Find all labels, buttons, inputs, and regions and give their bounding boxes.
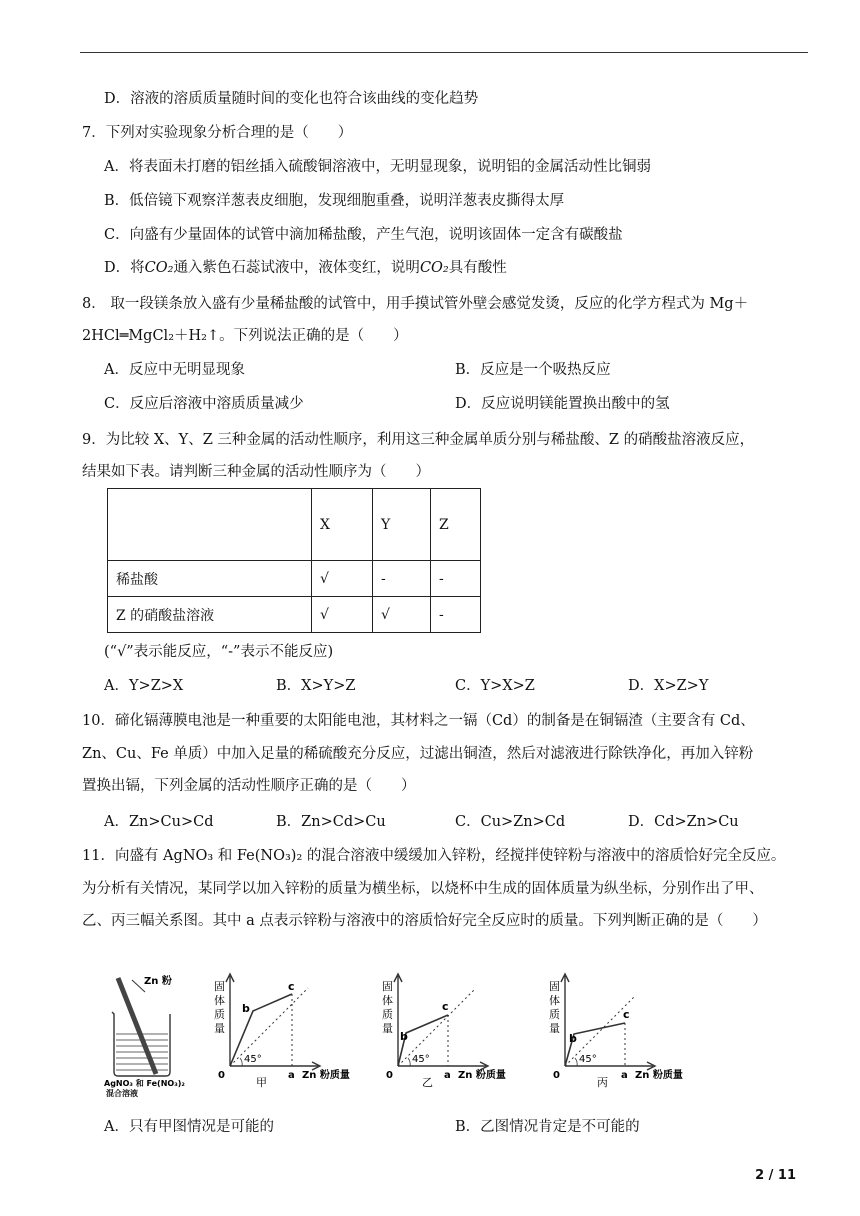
table-row [108, 561, 481, 597]
xlabel: Zn 粉质量 [302, 1070, 350, 1081]
angle-45: 45° [412, 1054, 430, 1065]
ylabel-char: 质 [214, 1008, 225, 1021]
ylabel-char: 量 [549, 1022, 560, 1035]
point-b: b [569, 1032, 577, 1045]
table-header-cell: Y [373, 489, 431, 561]
q7-d-chem1: CO₂ [144, 260, 174, 276]
q7-d-chem2: CO₂ [419, 260, 449, 276]
header-rule [80, 52, 808, 53]
point-c: c [623, 1008, 630, 1021]
table-cell: - [431, 561, 481, 597]
q11-stem-3: 乙、丙三幅关系图。其中 a 点表示锌粉与溶液中的溶质恰好完全反应时的质量。下列判断正确的是（ ） [82, 913, 767, 929]
table-cell: √ [312, 561, 373, 597]
q8-stem-1: 8． 取一段镁条放入盛有少量稀盐酸的试管中，用手摸试管外壁会感觉发烫，反应的化学方程式为 Mg＋ [82, 296, 749, 312]
q8-stem-2: 2HCl═MgCl₂＋H₂↑。下列说法正确的是（ ） [82, 328, 408, 344]
q8-option-c[interactable]: C．反应后溶液中溶质质量减少 [104, 396, 304, 412]
table-cell: √ [373, 597, 431, 633]
graph-bing [549, 974, 683, 1089]
point-a: a [444, 1070, 451, 1081]
beaker-label-2: 混合溶液 [106, 1089, 138, 1098]
table-cell: - [373, 561, 431, 597]
point-b: b [400, 1030, 408, 1043]
table-header-cell [108, 489, 312, 561]
q11-option-a[interactable]: A．只有甲图情况是可能的 [104, 1119, 274, 1135]
q7-option-a[interactable]: A．将表面未打磨的铝丝插入硫酸铜溶液中，无明显现象，说明铝的金属活动性比铜弱 [104, 159, 651, 175]
q9-note: (“√”表示能反应，“-”表示不能反应) [104, 644, 334, 660]
angle-45: 45° [244, 1054, 262, 1065]
graph-name-yi: 乙 [422, 1076, 433, 1089]
q7-d-mid: 通入紫色石蕊试液中，液体变红，说明 [173, 260, 420, 276]
ylabel-char: 量 [214, 1022, 225, 1035]
origin-0: 0 [386, 1070, 393, 1081]
page-number: 2 / 11 [755, 1168, 796, 1183]
q9-stem-2: 结果如下表。请判断三种金属的活动性顺序为（ ） [82, 464, 430, 480]
ylabel-char: 量 [382, 1022, 393, 1035]
q11-figure [100, 970, 720, 1090]
q10-option-c[interactable]: C．Cu>Zn>Cd [455, 814, 566, 830]
q10-stem-2: Zn、Cu、Fe 单质）中加入足量的稀硫酸充分反应，过滤出铜渣，然后对滤液进行除铁净化，再加入锌粉 [82, 746, 754, 762]
q7-option-d[interactable] [104, 258, 507, 278]
table-cell: √ [312, 597, 373, 633]
q10-stem-1: 10．碲化镉薄膜电池是一种重要的太阳能电池，其材料之一镉（Cd）的制备是在铜镉渣（主要含有 Cd、 [82, 713, 755, 729]
q7-option-c[interactable]: C．向盛有少量固体的试管中滴加稀盐酸，产生气泡，说明该固体一定含有碳酸盐 [104, 227, 623, 243]
q8-option-a[interactable]: A．反应中无明显现象 [104, 362, 245, 378]
ylabel-char: 固 [382, 980, 393, 993]
q9-option-c[interactable]: C．Y>X>Z [455, 678, 535, 694]
q8-option-b[interactable]: B．反应是一个吸热反应 [455, 362, 611, 378]
beaker-zn-label: Zn 粉 [144, 976, 172, 987]
point-c: c [442, 1000, 449, 1013]
origin-0: 0 [553, 1070, 560, 1081]
ylabel-char: 质 [549, 1008, 560, 1021]
ylabel-char: 体 [549, 994, 560, 1007]
ylabel-char: 固 [214, 980, 225, 993]
q10-option-b[interactable]: B．Zn>Cd>Cu [276, 814, 386, 830]
q10-option-a[interactable]: A．Zn>Cu>Cd [104, 814, 214, 830]
q9-option-d[interactable]: D．X>Z>Y [628, 678, 709, 694]
table-cell: - [431, 597, 481, 633]
q9-option-a[interactable]: A．Y>Z>X [104, 678, 184, 694]
q7-option-b[interactable]: B．低倍镜下观察洋葱表皮细胞，发现细胞重叠，说明洋葱表皮撕得太厚 [104, 193, 565, 209]
q7-stem: 7．下列对实验现象分析合理的是（ ） [82, 125, 353, 141]
q9-stem-1: 9．为比较 X、Y、Z 三种金属的活动性顺序，利用这三种金属单质分别与稀盐酸、Z 的硝酸盐溶液反应， [82, 432, 755, 448]
table-header-cell: Z [431, 489, 481, 561]
table-header-cell: X [312, 489, 373, 561]
ylabel-char: 质 [382, 1008, 393, 1021]
q10-stem-3: 置换出镉，下列金属的活动性顺序正确的是（ ） [82, 778, 416, 794]
ylabel-char: 体 [382, 994, 393, 1007]
q11-option-b[interactable]: B．乙图情况肯定是不可能的 [455, 1119, 640, 1135]
q8-option-d[interactable]: D．反应说明镁能置换出酸中的氢 [455, 396, 670, 412]
q10-option-d[interactable]: D．Cd>Zn>Cu [628, 814, 739, 830]
point-a: a [621, 1070, 628, 1081]
q7-d-pre: D．将 [104, 260, 145, 276]
q9-option-b[interactable]: B．X>Y>Z [276, 678, 356, 694]
point-b: b [242, 1002, 250, 1015]
graph-jia [214, 974, 350, 1089]
q9-table [107, 488, 481, 633]
xlabel: Zn 粉质量 [458, 1070, 506, 1081]
graph-name-bing: 丙 [597, 1076, 608, 1089]
table-cell: Z 的硝酸盐溶液 [108, 597, 312, 633]
q6-option-d[interactable]: D．溶液的溶质质量随时间的变化也符合该曲线的变化趋势 [104, 91, 479, 107]
xlabel: Zn 粉质量 [635, 1070, 683, 1081]
beaker-label-1: AgNO₃ 和 Fe(NO₃)₂ [104, 1079, 185, 1088]
graph-yi [382, 974, 506, 1089]
table-cell: 稀盐酸 [108, 561, 312, 597]
point-a: a [288, 1070, 295, 1081]
q7-d-post: 具有酸性 [448, 260, 507, 276]
q11-stem-2: 为分析有关情况，某同学以加入锌粉的质量为横坐标，以烧杯中生成的固体质量为纵坐标，分别作出了甲、 [82, 881, 764, 897]
point-c: c [288, 980, 295, 993]
beaker-illustration [112, 978, 170, 1076]
graph-name-jia: 甲 [256, 1076, 267, 1089]
ylabel-char: 固 [549, 980, 560, 993]
table-header-row [108, 489, 481, 561]
angle-45: 45° [579, 1054, 597, 1065]
ylabel-char: 体 [214, 994, 225, 1007]
q11-stem-1: 11．向盛有 AgNO₃ 和 Fe(NO₃)₂ 的混合溶液中缓缓加入锌粉，经搅拌使锌粉与溶液中的溶质恰好完全反应。 [82, 848, 786, 864]
origin-0: 0 [218, 1070, 225, 1081]
table-row [108, 597, 481, 633]
